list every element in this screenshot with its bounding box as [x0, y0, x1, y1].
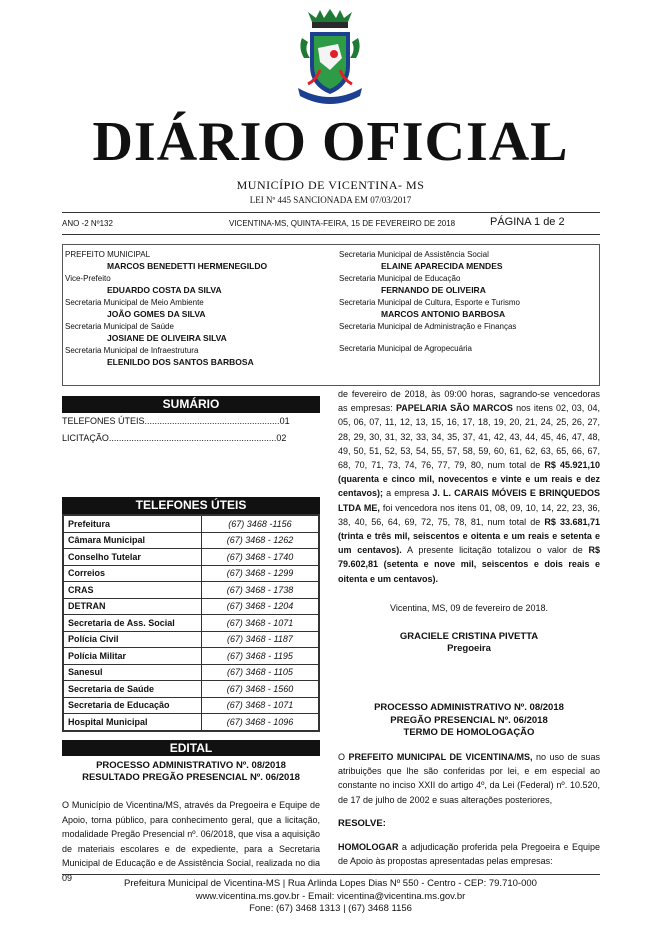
sumario-item[interactable]: [62, 416, 320, 426]
staff-left-column: [65, 249, 327, 369]
staff-role: Secretaria Municipal de Administração e Finanças: [339, 322, 517, 331]
page-indicator: PÁGINA 1 de 2: [490, 216, 565, 228]
text-span: de fevereiro de 2018, às 09:00 horas, sagrando-se vencedoras as empresas:: [338, 389, 600, 414]
text-span: foi vencedora nos itens 01, 08, 09, 10, 14, 22, 23, 36, 38, 40, 56, 64, 69, 72, 75, 78, 81, num total de: [338, 502, 600, 527]
footer-web-email: www.vicentina.ms.gov.br - Email: vicentina@vicentina.ms.gov.br: [195, 890, 466, 902]
table-row: [64, 664, 319, 681]
phone-name: Secretaria de Saúde: [64, 681, 202, 698]
staff-name: MARCOS ANTONIO BARBOSA: [381, 309, 506, 319]
footer: [0, 878, 661, 916]
staff-name: [339, 332, 601, 343]
divider: [62, 874, 600, 875]
municipal-coat-of-arms-icon: [290, 8, 370, 113]
signer-name: GRACIELE CRISTINA PIVETTA: [399, 631, 539, 642]
phone-name: CRAS: [64, 582, 202, 599]
phone-name: Correios: [64, 565, 202, 582]
amount-text: R$ 79.602,81 (setenta e nove mil, seiscentos e dois reais e oitenta e um centavos).: [338, 545, 600, 584]
title-line: TERMO DE HOMOLOGAÇÃO: [403, 727, 535, 738]
phone-number: (67) 3468 - 1740: [202, 549, 319, 566]
staff-right-column: [339, 249, 601, 354]
phone-number: (67) 3468 - 1560: [202, 681, 319, 698]
staff-role: Secretaria Municipal de Assistência Social: [339, 250, 489, 259]
staff-role: PREFEITO MUNICIPAL: [65, 250, 151, 259]
sumario-item-label: LICITAÇÃO: [62, 433, 109, 443]
title-line: PREGÃO PRESENCIAL Nº. 06/2018: [390, 714, 548, 726]
table-row: [64, 631, 319, 648]
sumario-dots: ...................................................................: [108, 433, 277, 443]
phone-name: Secretaria de Educação: [64, 697, 202, 714]
staff-directory: [62, 244, 600, 386]
text-span: a empresa: [383, 488, 433, 499]
sumario-item-label: TELEFONES ÚTEIS: [62, 416, 145, 426]
staff-name: MARCOS BENEDETTI HERMENEGILDO: [107, 261, 268, 271]
text-span: no uso de suas atribuições que lhe são conferidas por lei, e em especial ao constante no inciso XXII do artigo 4º, da Lei (Federal) nº. 10.520, de 17 de julho de 2002 e suas alterações posteriores,: [338, 752, 601, 805]
staff-role: Secretaria Municipal de Educação: [339, 274, 461, 283]
sumario-dots: ......................................................: [144, 416, 280, 426]
telefones-header: TELEFONES ÚTEIS: [62, 497, 320, 514]
table-row: [64, 516, 319, 533]
footer-address: Prefeitura Municipal de Vicentina-MS | Rua Arlinda Lopes Dias Nº 550 - Centro - CEP: 79.710-000: [124, 878, 537, 889]
staff-role: Secretaria Municipal de Cultura, Esporte e Turismo: [339, 298, 520, 307]
phone-number: (67) 3468 - 1738: [202, 582, 319, 599]
masthead-title: DIÁRIO OFICIAL: [92, 111, 569, 173]
phone-number: (67) 3468 - 1071: [202, 697, 319, 714]
divider: [62, 234, 600, 235]
staff-role: Secretaria Municipal de Saúde: [65, 322, 174, 331]
amount-text: R$ 45.921,10 (quarenta e cinco mil, novecentos e vinte e um reais e dez centavos);: [338, 460, 601, 499]
phone-name: DETRAN: [64, 598, 202, 615]
table-row: [64, 681, 319, 698]
company-name: J. L. CARAIS MÓVEIS E BRINQUEDOS LTDA ME,: [338, 488, 600, 513]
table-row: [64, 598, 319, 615]
signer-role: Pregoeira: [447, 643, 491, 654]
staff-name: ELENILDO DOS SANTOS BARBOSA: [107, 357, 254, 367]
municipio-name: MUNICÍPIO DE VICENTINA- MS: [236, 178, 425, 192]
homologacao-paragraph: [338, 750, 600, 807]
text-bold: HOMOLOGAR: [338, 842, 399, 852]
resolve-heading: RESOLVE:: [338, 818, 386, 829]
phone-name: Câmara Municipal: [64, 532, 202, 549]
staff-role: Secretaria Municipal de Agropecuária: [339, 344, 472, 353]
divider: [62, 212, 600, 213]
phone-number: (67) 3468 - 1204: [202, 598, 319, 615]
title-line: PROCESSO ADMINISTRATIVO Nº. 08/2018: [374, 702, 564, 713]
phone-name: Hospital Municipal: [64, 714, 202, 731]
text-bold: PREFEITO MUNICIPAL DE VICENTINA/MS,: [348, 752, 533, 762]
table-row: [64, 582, 319, 599]
text-span: a adjudicação proferida pela Pregoeira e Equipe de Apoio às propostas apresentadas pelas empresas:: [338, 842, 600, 867]
sumario-item-page: 02: [276, 433, 287, 443]
edital-title-line: RESULTADO PREGÃO PRESENCIAL Nº. 06/2018: [82, 772, 300, 783]
phone-number: (67) 3468 - 1187: [202, 631, 319, 648]
company-name: PAPELARIA SÃO MARCOS: [395, 403, 513, 414]
phone-number: (67) 3468 - 1105: [202, 664, 319, 681]
staff-role: Vice-Prefeito: [65, 274, 111, 283]
footer-phone: Fone: (67) 3468 1313 | (67) 3468 1156: [249, 903, 412, 914]
sumario-header: SUMÁRIO: [62, 396, 320, 413]
phone-name: Polícia Civil: [64, 631, 202, 648]
phone-number: (67) 3468 - 1299: [202, 565, 319, 582]
edition-number: ANO -2 Nº132: [62, 219, 113, 228]
phone-name: Conselho Tutelar: [64, 549, 202, 566]
table-row: [64, 549, 319, 566]
sumario-item-page: 01: [279, 416, 290, 426]
homologacao-title: [338, 702, 600, 740]
phone-name: Secretaria de Ass. Social: [64, 615, 202, 632]
phone-name: Polícia Militar: [64, 648, 202, 665]
amount-text: R$ 33.681,71 (trinta e três mil, seiscentos e oitenta e um reais e setenta e um centavos).: [338, 516, 601, 556]
table-row: [64, 615, 319, 632]
staff-name: JOÃO GOMES DA SILVA: [107, 309, 206, 319]
table-row: [64, 697, 319, 714]
signature-block: [338, 631, 600, 655]
staff-name: FERNANDO DE OLIVEIRA: [381, 285, 486, 295]
staff-name: JOSIANE DE OLIVEIRA SILVA: [107, 333, 227, 343]
phone-number: (67) 3468 - 1195: [202, 648, 319, 665]
staff-name: EDUARDO COSTA DA SILVA: [107, 285, 222, 295]
sumario-item[interactable]: [62, 433, 320, 443]
table-row: [64, 565, 319, 582]
phone-number: (67) 3468 - 1096: [202, 714, 319, 731]
phone-number: (67) 3468 -1156: [202, 516, 319, 533]
staff-role: Secretaria Municipal de Meio Ambiente: [65, 298, 204, 307]
staff-name: ELAINE APARECIDA MENDES: [381, 261, 503, 271]
phone-name: Prefeitura: [64, 516, 202, 533]
edital-title-line: PROCESSO ADMINISTRATIVO Nº. 08/2018: [96, 760, 286, 771]
phone-name: Sanesul: [64, 664, 202, 681]
edital-title: [62, 760, 320, 784]
text-span: O: [338, 752, 349, 762]
table-row: [64, 648, 319, 665]
table-row: [64, 714, 319, 731]
lei-info: LEI Nº 445 SANCIONADA EM 07/03/2017: [249, 195, 412, 205]
info-bar: [62, 215, 600, 233]
edition-date: VICENTINA-MS, QUINTA-FEIRA, 15 DE FEVEREIRO DE 2018: [229, 219, 456, 228]
table-row: [64, 532, 319, 549]
homologar-paragraph: [338, 840, 600, 868]
edital-body: O Município de Vicentina/MS, através da Pregoeira e Equipe de Apoio, torna público, para conhecimento geral, que a licitação, modalidade Pregão Presencial nº. 06/2018, que visa a aquisição de materiais escolares e de expediente, para a Secretaria Municipal de Educação e de Assistência Social, realizada no dia 09: [62, 800, 320, 883]
text-span: A presente licitação totalizou o valor de: [401, 545, 589, 556]
place-date: Vicentina, MS, 09 de fevereiro de 2018.: [390, 603, 548, 613]
phone-number: (67) 3468 - 1262: [202, 532, 319, 549]
phone-number: (67) 3468 - 1071: [202, 615, 319, 632]
licitacao-result-paragraph: [338, 387, 600, 586]
phone-table: [62, 514, 320, 732]
staff-role: Secretaria Municipal de Infraestrutura: [65, 346, 199, 355]
text-span: nos itens 02, 03, 04, 05, 06, 07, 11, 12, 13, 15, 16, 17, 18, 19, 20, 21, 24, 25, 26, 27, 28, 29, 30, 31, 32, 33, 34, 35, 37, 41, 42, 43, 44, 45, 46, 47, 48, 49, 50, 51, 52, 53, 54, 55, 57, 58, 59, 60, 61, 62, 63, 65, 66, 67, 68, 70, 71, 73, 74, 76, 77, 79, 80, num total de: [338, 403, 600, 471]
edital-header: EDITAL: [62, 740, 320, 756]
